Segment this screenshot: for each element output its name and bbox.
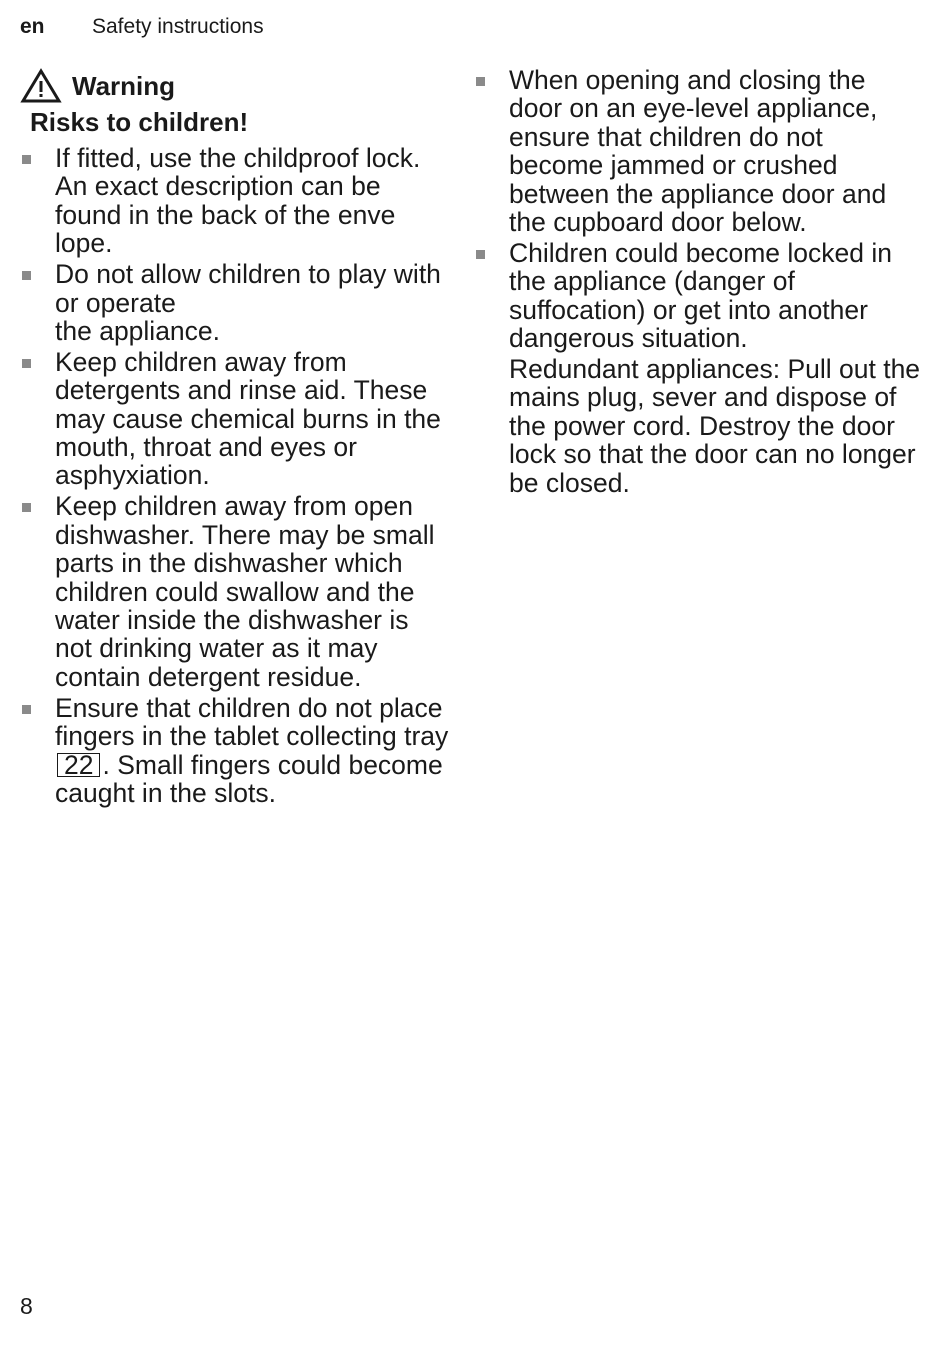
list-item xyxy=(474,66,924,236)
square-bullet-icon xyxy=(22,705,31,714)
language-code: en xyxy=(20,15,45,38)
list-item-text: When opening and closing the door on an eye-level appliance, ensure that children do not become jammed or crushed between the appliance door and the cupboard door below. xyxy=(509,65,887,238)
section-title: Safety instructions xyxy=(92,15,264,38)
right-column xyxy=(474,66,924,497)
page-header xyxy=(20,14,264,40)
list-item xyxy=(20,144,450,258)
list-item xyxy=(20,348,450,490)
part-reference-number: 22 xyxy=(57,753,100,777)
list-item xyxy=(20,492,450,691)
square-bullet-icon xyxy=(22,503,31,512)
list-item-text: If fitted, use the childproof lock. An exact description can be found in the back of the enve lope. xyxy=(55,143,421,259)
list-item xyxy=(20,694,450,808)
warning-label: Warning xyxy=(72,70,176,101)
square-bullet-icon xyxy=(476,250,485,259)
left-safety-list xyxy=(20,144,450,807)
list-item-text: Do not allow children to play with or operate the appliance. xyxy=(55,259,441,346)
list-item xyxy=(20,260,450,345)
warning-heading xyxy=(20,66,450,106)
list-item-text: Children could become locked in the appliance (danger of suffocation) or get into another dangerous situation. xyxy=(509,237,892,354)
list-item-text: Keep children away from detergents and rinse aid. These may cause chemical burns in the mouth, throat and eyes or asphyxiation. xyxy=(55,346,441,491)
redundant-appliances-paragraph: Redundant appliances: Pull out the mains plug, sever and dispose of the power cord. Destroy the door lock so that the door can no longer be closed. xyxy=(509,354,921,498)
list-item-text-before-ref: Ensure that children do not place fingers in the tablet collecting tray xyxy=(55,692,449,752)
warning-triangle-icon xyxy=(20,68,62,104)
page-number: 8 xyxy=(20,1293,33,1319)
list-item-text-after-ref: . Small fingers could become caught in the slots. xyxy=(55,749,443,808)
square-bullet-icon xyxy=(22,155,31,164)
list-item-text: Keep children away from open dishwasher. There may be small parts in the dishwasher which children could swallow and the water inside the dishwasher is not drinking water as it may contain detergent residue. xyxy=(55,491,435,692)
warning-subtitle: Risks to children! xyxy=(30,107,249,137)
right-safety-list xyxy=(474,66,924,353)
square-bullet-icon xyxy=(22,359,31,368)
left-column xyxy=(20,66,450,810)
square-bullet-icon xyxy=(476,77,485,86)
list-item xyxy=(474,239,924,353)
square-bullet-icon xyxy=(22,271,31,280)
